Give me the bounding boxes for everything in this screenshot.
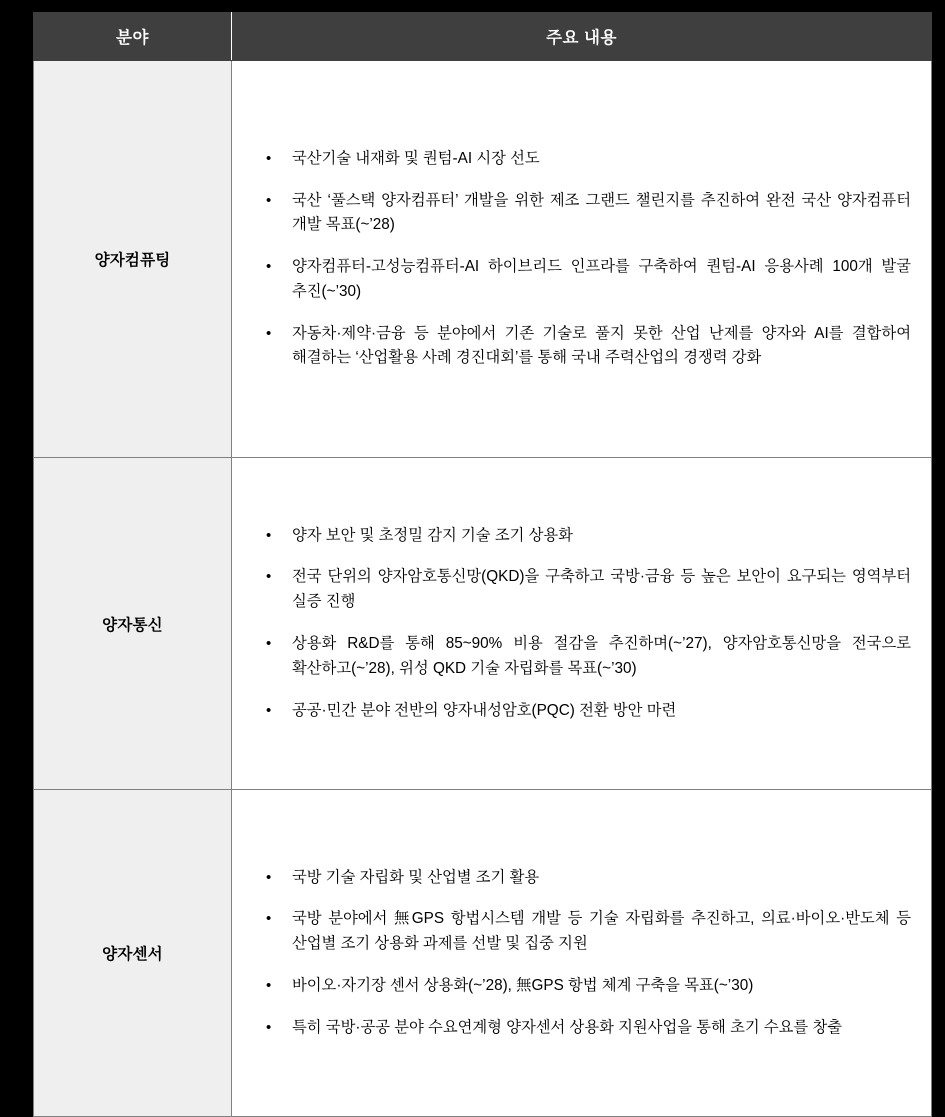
list-item-text: 국방 기술 자립화 및 산업별 조기 활용 — [292, 868, 540, 886]
list-item-text: 바이오·자기장 센서 상용화(~’28), 無GPS 항법 체계 구축을 목표(~’30) — [292, 976, 754, 994]
list-item — [258, 866, 911, 891]
list-item — [258, 699, 911, 724]
column-header-field: 분야 — [34, 13, 232, 61]
bullet-icon: • — [266, 324, 272, 342]
bullet-icon: • — [266, 568, 272, 586]
table-row — [34, 61, 932, 458]
bullet-list — [258, 524, 911, 724]
list-item — [258, 974, 911, 999]
list-item-text: 상용화 R&D를 통해 85~90% 비용 절감을 추진하며(~’27), 양자암호통신망을 전국으로 확산하고(~’28), 위성 QKD 기술 자립화를 목표(~’30) — [292, 635, 911, 677]
document-sheet — [33, 12, 931, 1117]
bullet-list — [258, 147, 911, 371]
list-item — [258, 189, 911, 239]
list-item — [258, 322, 911, 372]
bullet-icon: • — [266, 149, 272, 167]
list-item — [258, 524, 911, 549]
list-item-text: 공공·민간 분야 전반의 양자내성암호(PQC) 전환 방안 마련 — [292, 701, 677, 719]
list-item-text: 특히 국방·공공 분야 수요연계형 양자센서 상용화 지원사업을 통해 초기 수요를 창출 — [292, 1018, 843, 1036]
list-item-text: 양자 보안 및 초정밀 감지 기술 조기 상용화 — [292, 526, 573, 544]
table-header — [34, 13, 932, 61]
list-item — [258, 907, 911, 957]
bullet-icon: • — [266, 1018, 272, 1036]
list-item-text: 자동차·제약·금융 등 분야에서 기존 기술로 풀지 못한 산업 난제를 양자와 AI를 결합하여 해결하는 ‘산업활용 사례 경진대회’를 통해 국내 주력산업의 경쟁력 강화 — [292, 324, 911, 367]
bullet-list — [258, 866, 911, 1041]
field-label-quantum-communication: 양자통신 — [34, 458, 232, 790]
table-row — [34, 458, 932, 790]
list-item-text: 국산기술 내재화 및 퀀텀-AI 시장 선도 — [292, 149, 540, 167]
policy-table — [33, 12, 932, 1117]
bullet-icon: • — [266, 910, 272, 928]
table-row — [34, 790, 932, 1117]
list-item — [258, 1016, 911, 1041]
bullet-icon: • — [266, 868, 272, 886]
list-item-text: 전국 단위의 양자암호통신망(QKD)을 구축하고 국방·금융 등 높은 보안이 요구되는 영역부터 실증 진행 — [292, 568, 911, 611]
bullet-icon: • — [266, 635, 272, 652]
bullet-icon: • — [266, 191, 272, 209]
list-item — [258, 255, 911, 305]
bullet-icon: • — [266, 258, 272, 276]
field-label-quantum-sensor: 양자센서 — [34, 790, 232, 1117]
list-item-text: 양자컴퓨터-고성능컴퓨터-AI 하이브리드 인프라를 구축하여 퀀텀-AI 응용사례 100개 발굴 추진(~’30) — [292, 258, 911, 300]
bullet-icon: • — [266, 976, 272, 994]
list-item — [258, 565, 911, 615]
bullet-icon: • — [266, 526, 272, 544]
list-item-text: 국방 분야에서 無GPS 항법시스템 개발 등 기술 자립화를 추진하고, 의료·바이오·반도체 등 산업별 조기 상용화 과제를 선발 및 집중 지원 — [292, 910, 911, 953]
content-cell-quantum-communication — [232, 458, 932, 790]
content-cell-quantum-computing — [232, 61, 932, 458]
bullet-icon: • — [266, 701, 272, 719]
field-label-quantum-computing: 양자컴퓨팅 — [34, 61, 232, 458]
list-item — [258, 147, 911, 172]
table-header-row — [34, 13, 932, 61]
table-body — [34, 61, 932, 1117]
list-item — [258, 632, 911, 682]
list-item-text: 국산 ‘풀스택 양자컴퓨터’ 개발을 위한 제조 그랜드 챌린지를 추진하여 완전 국산 양자컴퓨터 개발 목표(~’28) — [292, 191, 911, 234]
column-header-content: 주요 내용 — [232, 13, 932, 61]
content-cell-quantum-sensor — [232, 790, 932, 1117]
